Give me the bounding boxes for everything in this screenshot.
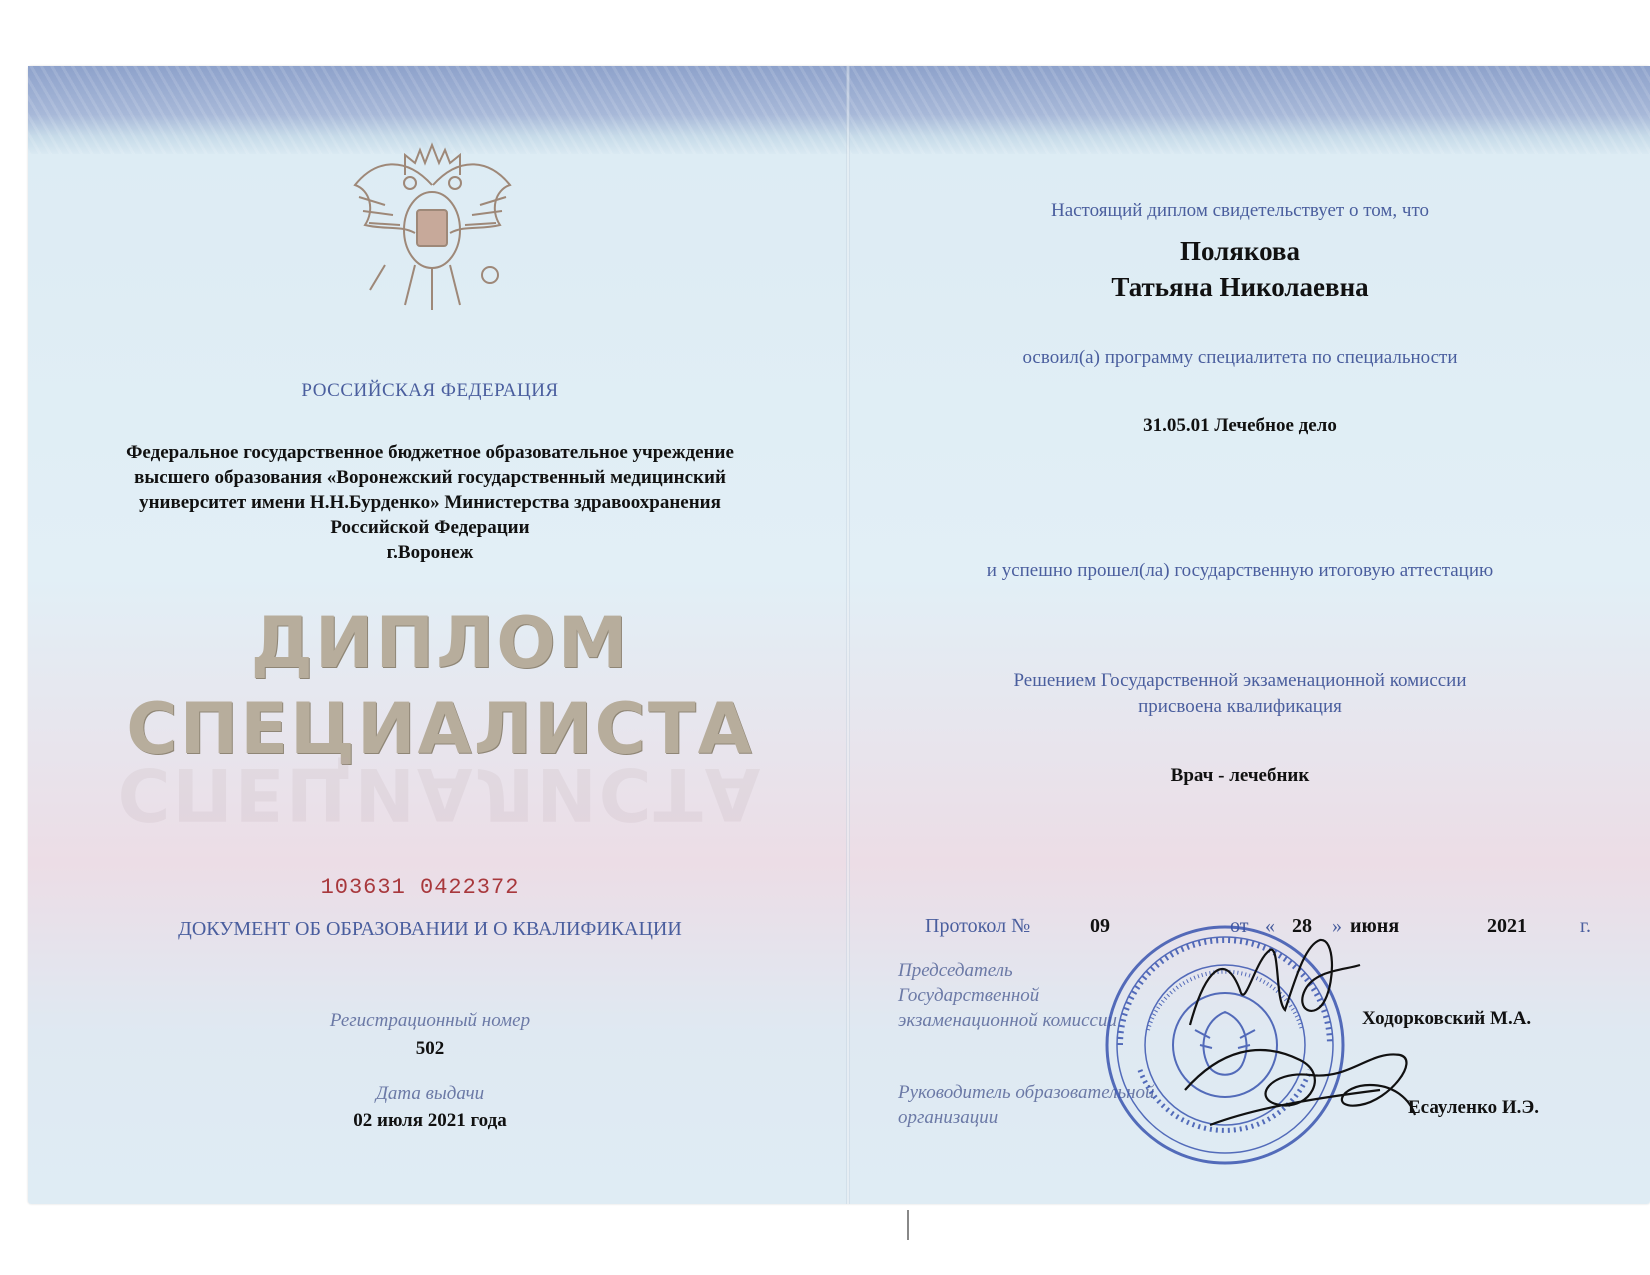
- registration-label: Регистрационный номер: [329, 1010, 531, 1031]
- protocol-month: июня: [1350, 915, 1400, 937]
- institution-line: Федеральное государственное бюджетное образовательное учреждение: [126, 442, 734, 463]
- qualification: Врач - лечебник: [1170, 765, 1310, 786]
- protocol-day: 28: [1292, 915, 1312, 937]
- chair-label-line: Государственной: [898, 985, 1040, 1006]
- decorative-top-band: [28, 66, 1650, 154]
- scan-artifact: [907, 1210, 909, 1240]
- head-label-line: организации: [898, 1107, 999, 1128]
- intro-text: Настоящий диплом свидетельствует о том, что: [1050, 200, 1430, 221]
- head-name: Есауленко И.Э.: [1408, 1097, 1540, 1118]
- graduate-given-names: Татьяна Николаевна: [1111, 272, 1369, 302]
- chair-name: Ходорковский М.А.: [1362, 1008, 1532, 1029]
- head-label-line: Руководитель образовательной: [898, 1082, 1155, 1103]
- head-signature-icon: [1180, 1030, 1420, 1160]
- country-label: РОССИЙСКАЯ ФЕДЕРАЦИЯ: [301, 380, 559, 401]
- issue-date-label: Дата выдачи: [375, 1083, 485, 1104]
- coat-of-arms-icon: [345, 115, 520, 325]
- registration-number: 502: [415, 1038, 445, 1059]
- issue-date: 02 июля 2021 года: [353, 1110, 507, 1131]
- diploma-title: [60, 600, 820, 772]
- title-line-1: ДИПЛОМ: [250, 602, 630, 684]
- center-fold: [846, 66, 850, 1204]
- protocol-close-quote: »: [1332, 915, 1342, 937]
- protocol-label: Протокол №: [925, 915, 1031, 937]
- decision-line: Решением Государственной экзаменационной комиссии: [1013, 670, 1467, 691]
- attestation-text: и успешно прошел(ла) государственную итоговую аттестацию: [986, 560, 1494, 581]
- graduate-surname: Полякова: [1179, 236, 1300, 266]
- commission-decision: [860, 668, 1620, 720]
- serial-number: 103631 0422372: [320, 875, 520, 900]
- institution-line: университет имени Н.Н.Бурденко» Министерства здравоохранения: [139, 492, 721, 513]
- institution-line: высшего образования «Воронежский государственный медицинский: [134, 467, 726, 488]
- institution-line: Российской Федерации: [330, 517, 530, 538]
- chair-label-line: Председатель: [898, 960, 1013, 981]
- chair-signature-icon: [1185, 930, 1365, 1040]
- protocol-year-suffix: г.: [1580, 915, 1591, 937]
- institution-city: г.Воронеж: [386, 542, 474, 563]
- title-watermark: СПЕЦИАЛИСТА: [117, 752, 763, 836]
- protocol-number: 09: [1090, 915, 1110, 937]
- chair-label-line: экзаменационной комиссии: [898, 1010, 1117, 1031]
- document-type: ДОКУМЕНТ ОБ ОБРАЗОВАНИИ И О КВАЛИФИКАЦИИ: [178, 918, 682, 940]
- protocol-from-label: от: [1230, 915, 1249, 937]
- institution-name: [60, 440, 800, 565]
- program-label: освоил(а) программу специалитета по специальности: [1022, 347, 1458, 368]
- specialty: 31.05.01 Лечебное дело: [1143, 415, 1337, 436]
- protocol-year: 2021: [1487, 915, 1527, 937]
- protocol-open-quote: «: [1265, 915, 1275, 937]
- decision-line: присвоена квалификация: [1138, 696, 1342, 717]
- title-line-2: СПЕЦИАЛИСТА: [126, 688, 754, 770]
